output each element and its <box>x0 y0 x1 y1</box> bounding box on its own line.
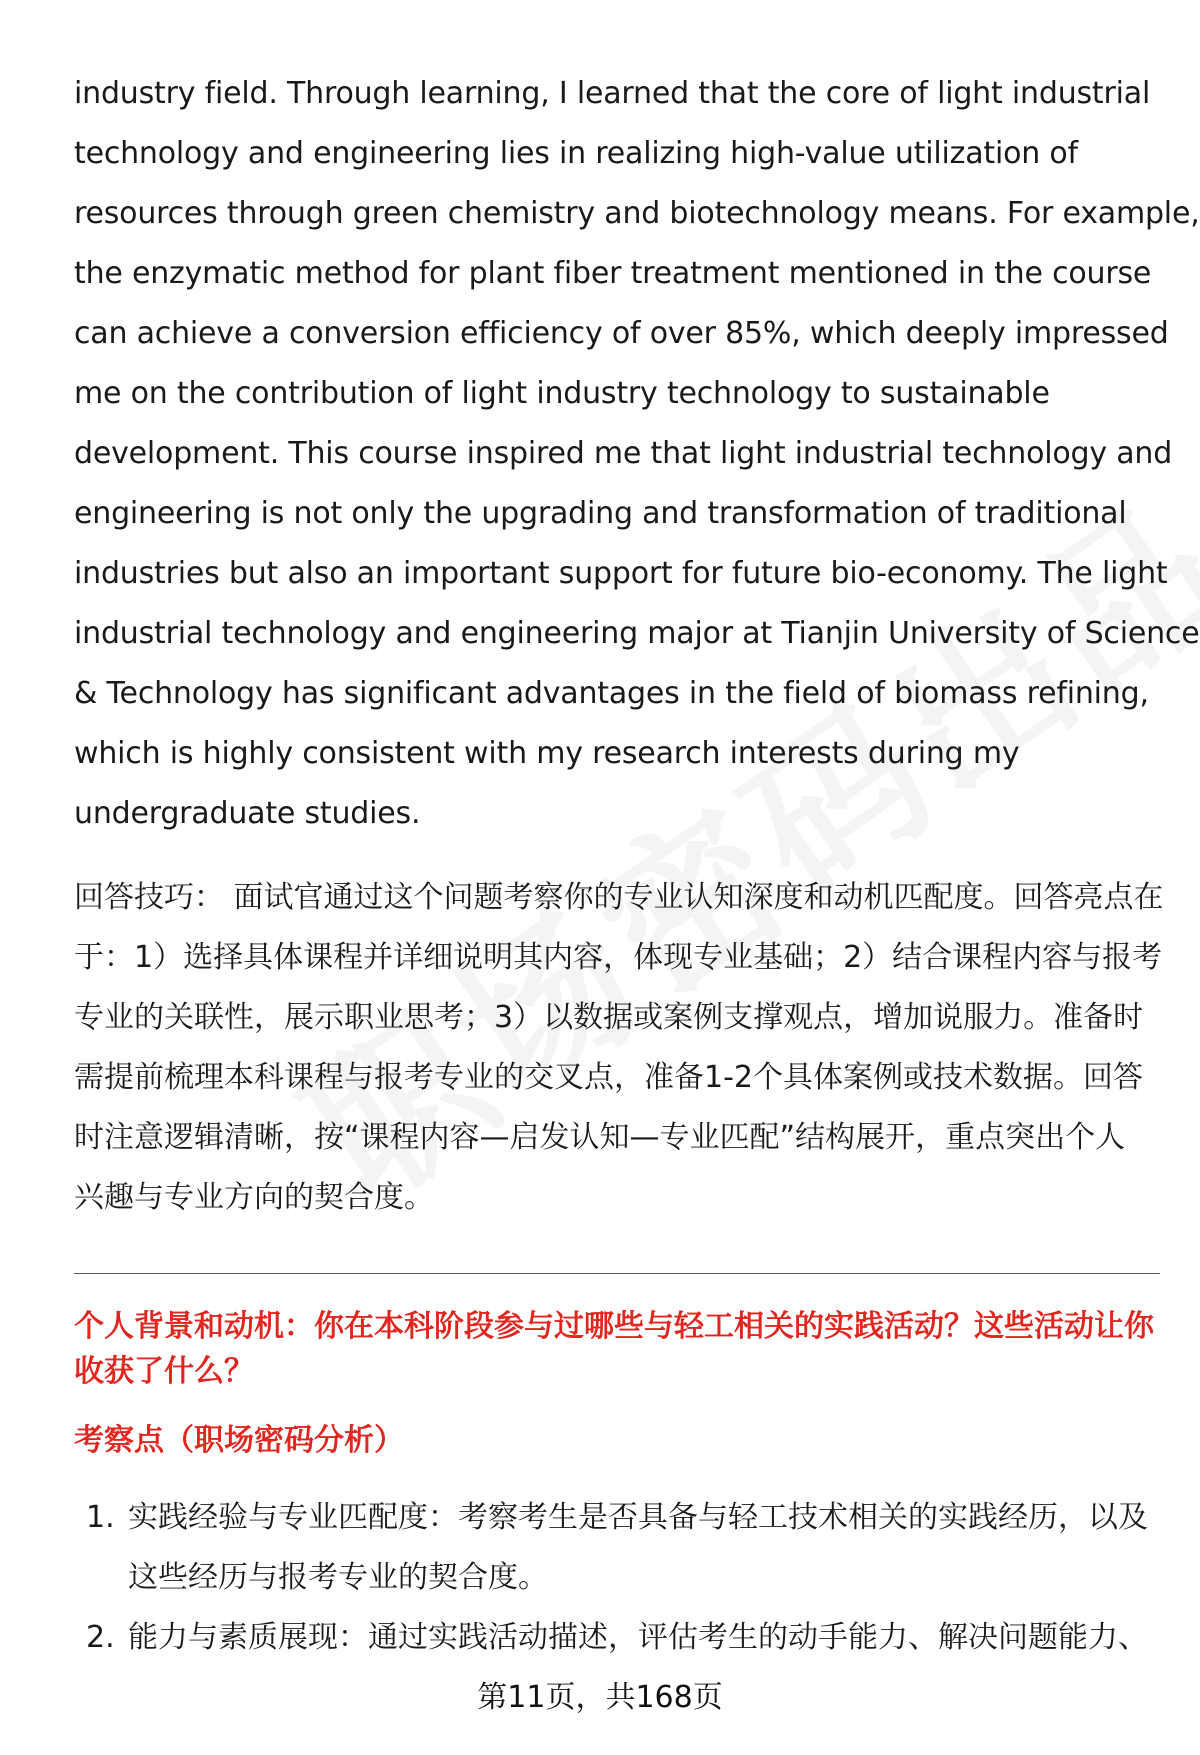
text-line: which is highly consistent with my research interests during my <box>74 736 1020 771</box>
text-line: resources through green chemistry and biotechnology means. For example, <box>74 196 1200 231</box>
text-line: 这些经历与报考专业的契合度。 <box>128 1560 548 1595</box>
text-line: & Technology has significant advantages in the field of biomass refining, <box>74 676 1149 711</box>
text-line: industries but also an important support for future bio-economy. The light <box>74 556 1168 591</box>
text-line: me on the contribution of light industry technology to sustainable <box>74 376 1050 411</box>
assessment-points-heading: 考察点（职场密码分析） <box>74 1423 404 1458</box>
page-number-footer: 第11页，共168页 <box>477 1680 723 1715</box>
text-line: 回答技巧： 面试官通过这个问题考察你的专业认知深度和动机匹配度。回答亮点在 <box>74 880 1164 915</box>
text-line: 兴趣与专业方向的契合度。 <box>74 1180 434 1215</box>
text-line: 个人背景和动机：你在本科阶段参与过哪些与轻工相关的实践活动？这些活动让你 <box>74 1309 1154 1344</box>
list-item <box>74 1488 1160 1608</box>
list-item-number: 2. <box>86 1620 115 1655</box>
text-line: the enzymatic method for plant fiber treatment mentioned in the course <box>74 256 1152 291</box>
text-line: industry field. Through learning, I learned that the core of light industrial <box>74 76 1151 111</box>
answer-tips-paragraph <box>74 868 1164 1228</box>
text-line: 实践经验与专业匹配度：考察考生是否具备与轻工技术相关的实践经历，以及 <box>128 1500 1148 1535</box>
text-line: 专业的关联性，展示职业思考；3）以数据或案例支撑观点，增加说服力。准备时 <box>74 1000 1144 1035</box>
text-line: 于：1）选择具体课程并详细说明其内容，体现专业基础；2）结合课程内容与报考 <box>74 940 1163 975</box>
text-line: technology and engineering lies in realizing high-value utilization of <box>74 136 1078 171</box>
text-line: 收获了什么？ <box>74 1354 254 1389</box>
list-item <box>74 1608 1160 1668</box>
text-line: 时注意逻辑清晰，按“课程内容—启发认知—专业匹配”结构展开，重点突出个人 <box>74 1120 1126 1155</box>
text-line: 能力与素质展现：通过实践活动描述，评估考生的动手能力、解决问题能力、 <box>128 1620 1148 1655</box>
text-line: undergraduate studies. <box>74 796 421 831</box>
text-line: engineering is not only the upgrading and transformation of traditional <box>74 496 1127 531</box>
question-heading <box>74 1304 1160 1394</box>
list-item-number: 1. <box>86 1500 115 1535</box>
text-line: industrial technology and engineering major at Tianjin University of Science <box>74 616 1200 651</box>
text-line: development. This course inspired me that light industrial technology and <box>74 436 1173 471</box>
assessment-points-list <box>74 1488 1160 1668</box>
answer-paragraph-english <box>74 64 1200 844</box>
section-divider <box>74 1273 1160 1274</box>
text-line: can achieve a conversion efficiency of over 85%, which deeply impressed <box>74 316 1169 351</box>
text-line: 需提前梳理本科课程与报考专业的交叉点，准备1-2个具体案例或技术数据。回答 <box>74 1060 1143 1095</box>
